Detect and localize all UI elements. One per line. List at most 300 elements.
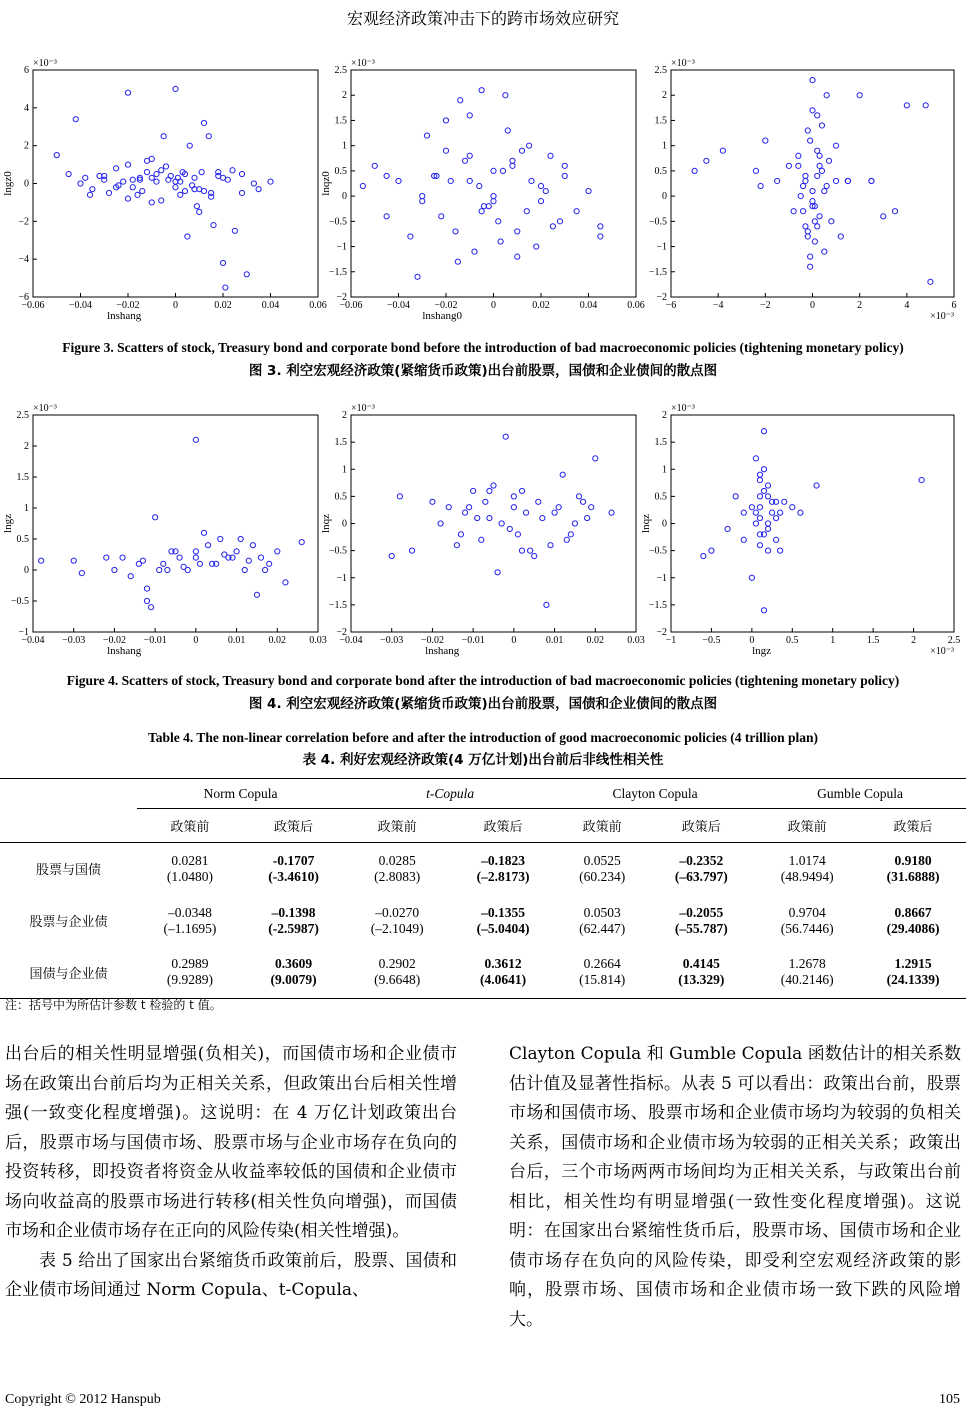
cell-tstat: (40.2146) — [780, 972, 834, 988]
scatter-point — [299, 540, 304, 545]
row-label: 股票与企业债 — [29, 915, 108, 930]
table-cell — [754, 895, 860, 947]
scatter-point — [491, 199, 496, 204]
table-cell — [648, 843, 754, 895]
cell-tstat: (–55.787) — [674, 920, 728, 936]
cell-value: 0.9180 — [894, 852, 932, 868]
scatter-point — [462, 158, 467, 163]
scatter-point — [812, 219, 817, 224]
scatter-point — [140, 558, 145, 563]
scatter-point — [774, 537, 779, 542]
x-scale-label: ×10⁻³ — [930, 311, 954, 322]
scatter-point — [803, 224, 808, 229]
y-tick-label: 1 — [342, 140, 347, 152]
figure3-plot-b — [318, 55, 648, 329]
plot-frame — [351, 70, 636, 297]
scatter-point — [125, 162, 130, 167]
scatter-point — [800, 183, 805, 188]
cell-value: –0.2055 — [679, 904, 724, 920]
scatter-point — [808, 138, 813, 143]
scatter-point — [753, 521, 758, 526]
y-tick-label: −1.5 — [648, 599, 667, 611]
table-cell — [754, 947, 860, 999]
x-tick-label: 0.03 — [309, 635, 327, 646]
y-tick-label: 0.5 — [654, 165, 667, 177]
scatter-point — [242, 567, 247, 572]
scatter-point — [209, 194, 214, 199]
scatter-point — [161, 134, 166, 139]
cell-value: 0.4145 — [682, 956, 720, 972]
table-cell — [860, 843, 966, 895]
x-tick-label: 1 — [830, 635, 836, 646]
x-tick-label: −0.02 — [116, 300, 140, 311]
table-cell — [754, 843, 860, 895]
x-axis-label: lnshang — [107, 645, 142, 657]
scatter-point — [741, 510, 746, 515]
x-tick-label: 0.04 — [261, 300, 280, 311]
x-tick-label: −0.06 — [339, 300, 363, 311]
scatter-point — [572, 521, 577, 526]
x-tick-label: −0.5 — [702, 635, 721, 646]
scatter-point — [479, 537, 484, 542]
table-cell — [137, 843, 243, 895]
x-tick-label: −0.02 — [420, 635, 444, 646]
scatter-point — [919, 478, 924, 483]
y-axis-label: lnqz — [320, 514, 332, 533]
scatter-point — [454, 543, 459, 548]
y-scale-label: ×10⁻³ — [351, 58, 375, 69]
scatter-point — [250, 543, 255, 548]
scatter-point — [833, 143, 838, 148]
scatter-point — [475, 515, 480, 520]
scatter-point — [519, 488, 524, 493]
scatter-point — [538, 199, 543, 204]
scatter-point — [534, 244, 539, 249]
scatter-point — [144, 586, 149, 591]
scatter-point — [598, 234, 603, 239]
scatter-point — [201, 188, 206, 193]
scatter-point — [467, 113, 472, 118]
table-cell — [137, 895, 243, 947]
sub-after: 政策后 — [893, 820, 933, 835]
scatter-point — [757, 543, 762, 548]
scatter-point — [519, 148, 524, 153]
table-cell — [860, 895, 966, 947]
scatter-point — [761, 488, 766, 493]
row-label: 国债与企业债 — [29, 966, 108, 982]
figure3-plot-a — [0, 55, 330, 329]
scatter-point — [384, 173, 389, 178]
scatter-point — [796, 163, 801, 168]
scatter-point — [529, 178, 534, 183]
cell-tstat: (–63.797) — [674, 868, 728, 884]
table-cell — [137, 947, 243, 999]
y-tick-label: 2 — [342, 410, 347, 421]
cell-value: 1.2915 — [894, 956, 932, 972]
body-left-column — [5, 1040, 457, 1306]
scatter-point — [239, 190, 244, 195]
scatter-point — [193, 555, 198, 560]
table-cell — [243, 947, 344, 999]
x-tick-label: 0.01 — [545, 635, 564, 646]
table-cell — [243, 895, 344, 947]
scatter-point — [515, 254, 520, 259]
y-tick-label: 1 — [342, 464, 347, 476]
scatter-point — [544, 602, 549, 607]
scatter-point — [765, 526, 770, 531]
scatter-point — [130, 185, 135, 190]
scatter-point — [39, 558, 44, 563]
scatter-point — [205, 543, 210, 548]
scatter-point — [798, 194, 803, 199]
body-right-column — [509, 1040, 961, 1335]
scatter-point — [515, 229, 520, 234]
scatter-point — [749, 575, 754, 580]
sub-before: 政策前 — [170, 820, 210, 835]
scatter-point — [560, 472, 565, 477]
scatter-point — [223, 285, 228, 290]
scatter-point — [803, 173, 808, 178]
scatter-point — [810, 199, 815, 204]
cell-tstat: (62.447) — [579, 920, 626, 936]
scatter-point — [523, 510, 528, 515]
scatter-point — [704, 158, 709, 163]
cell-value: 1.2678 — [788, 956, 826, 972]
y-tick-label: −1 — [18, 627, 29, 638]
y-scale-label: ×10⁻³ — [33, 403, 57, 414]
x-axis-label: lnshang0 — [422, 310, 463, 322]
figure3-caption-en: Figure 3. Scatters of stock, Treasury bond and corporate bond before the introduction of bad macroeconomic policies (tightening monetary policy) — [62, 340, 904, 355]
scatter-point — [769, 510, 774, 515]
cell-tstat: (–2.8173) — [476, 868, 530, 884]
x-tick-label: −0.02 — [434, 300, 458, 311]
scatter-point — [140, 188, 145, 193]
cell-tstat: (9.0079) — [270, 972, 317, 988]
cell-value: 0.2664 — [583, 956, 621, 972]
scatter-point — [593, 456, 598, 461]
plot-frame — [671, 415, 954, 632]
scatter-point — [443, 148, 448, 153]
scatter-point — [157, 567, 162, 572]
y-tick-label: 2.5 — [16, 410, 29, 421]
scatter-point — [548, 153, 553, 158]
scatter-point — [568, 532, 573, 537]
scatter-point — [246, 558, 251, 563]
scatter-point — [757, 478, 762, 483]
scatter-point — [543, 188, 548, 193]
scatter-point — [267, 561, 272, 566]
scatter-point — [466, 505, 471, 510]
y-tick-label: −1.5 — [648, 266, 667, 278]
cell-tstat: (1.0480) — [166, 868, 213, 884]
scatter-point — [408, 234, 413, 239]
x-tick-label: −0.03 — [62, 635, 86, 646]
scatter-point — [443, 118, 448, 123]
scatter-point — [216, 170, 221, 175]
scatter-point — [733, 494, 738, 499]
table-cell — [556, 843, 648, 895]
y-axis-label: lngz — [2, 514, 14, 533]
scatter-point — [491, 483, 496, 488]
scatter-point — [154, 179, 159, 184]
plot-frame — [671, 70, 954, 297]
scatter-point — [881, 214, 886, 219]
scatter-point — [397, 494, 402, 499]
scatter-point — [574, 209, 579, 214]
scatter-point — [757, 472, 762, 477]
scatter-point — [262, 567, 267, 572]
scatter-point — [786, 163, 791, 168]
scatter-point — [199, 170, 204, 175]
scatter-point — [163, 164, 168, 169]
scatter-point — [173, 185, 178, 190]
scatter-point — [557, 219, 562, 224]
cell-tstat: (13.329) — [678, 972, 725, 988]
x-tick-label: −0.04 — [339, 635, 363, 646]
scatter-point — [275, 549, 280, 554]
cell-tstat: (–1.1695) — [163, 920, 217, 936]
y-tick-label: 0 — [342, 191, 347, 203]
scatter-point — [477, 183, 482, 188]
scatter-point — [741, 537, 746, 542]
table-cell — [450, 947, 556, 999]
x-tick-label: 0.01 — [227, 635, 246, 646]
scatter-point — [496, 219, 501, 224]
scatter-point — [453, 229, 458, 234]
cell-value: 0.0281 — [171, 852, 209, 868]
y-tick-label: −1 — [656, 241, 667, 253]
scatter-point — [536, 499, 541, 504]
scatter-point — [360, 183, 365, 188]
cell-value: 0.2989 — [171, 956, 209, 972]
x-axis-label: lnshang — [107, 310, 142, 322]
scatter-point — [201, 530, 206, 535]
scatter-point — [462, 510, 467, 515]
cell-value: –0.0348 — [168, 904, 212, 920]
scatter-point — [438, 521, 443, 526]
scatter-point — [479, 209, 484, 214]
scatter-point — [757, 515, 762, 520]
table-cell — [344, 947, 450, 999]
scatter-point — [467, 153, 472, 158]
figure3-plot-c — [638, 55, 966, 329]
cell-tstat: (15.814) — [579, 972, 626, 988]
scatter-point — [556, 505, 561, 510]
scatter-point — [817, 153, 822, 158]
scatter-point — [803, 178, 808, 183]
scatter-point — [458, 98, 463, 103]
y-tick-label: −0.5 — [648, 216, 667, 228]
scatter-point — [135, 192, 140, 197]
scatter-point — [709, 548, 714, 553]
y-scale-label: ×10⁻³ — [351, 403, 375, 414]
scatter-point — [458, 532, 463, 537]
scatter-point — [128, 574, 133, 579]
scatter-point — [87, 192, 92, 197]
scatter-point — [372, 163, 377, 168]
scatter-point — [540, 515, 545, 520]
scatter-point — [254, 592, 259, 597]
scatter-point — [749, 505, 754, 510]
scatter-point — [424, 133, 429, 138]
scatter-point — [222, 552, 227, 557]
x-tick-label: 1.5 — [866, 635, 880, 646]
y-tick-label: −0.5 — [648, 545, 667, 557]
scatter-point — [775, 178, 780, 183]
y-tick-label: 1.5 — [334, 437, 347, 449]
x-tick-label: −0.04 — [386, 300, 411, 311]
scatter-point — [765, 483, 770, 488]
scatter-point — [576, 494, 581, 499]
scatter-point — [505, 128, 510, 133]
table-cell — [648, 947, 754, 999]
scatter-point — [765, 494, 770, 499]
x-tick-label: 0.02 — [268, 635, 287, 646]
y-tick-label: 2 — [24, 140, 29, 152]
table-cell — [243, 843, 344, 895]
table-cell — [344, 895, 450, 947]
page-number: 105 — [939, 1392, 960, 1407]
scatter-point — [268, 179, 273, 184]
scatter-point — [753, 456, 758, 461]
x-tick-label: 0 — [810, 300, 815, 311]
table-cell — [648, 895, 754, 947]
scatter-point — [838, 234, 843, 239]
cell-value: 0.0525 — [583, 852, 621, 868]
scatter-point — [774, 515, 779, 520]
y-tick-label: 1 — [24, 503, 29, 514]
scatter-point — [161, 561, 166, 566]
scatter-point — [483, 499, 488, 504]
scatter-point — [148, 605, 153, 610]
scatter-point — [761, 608, 766, 613]
table4 — [0, 778, 966, 999]
scatter-point — [500, 168, 505, 173]
x-tick-label: 4 — [904, 300, 910, 311]
x-tick-label: −0.03 — [380, 635, 404, 646]
footer-copyright: Copyright © 2012 Hanspub — [5, 1392, 161, 1407]
scatter-point — [389, 553, 394, 558]
scatter-point — [487, 488, 492, 493]
y-tick-label: 0 — [24, 565, 29, 576]
x-tick-label: −0.02 — [102, 635, 126, 646]
x-tick-label: 0.03 — [627, 635, 645, 646]
scatter-point — [763, 138, 768, 143]
scatter-point — [193, 437, 198, 442]
scatter-point — [194, 204, 199, 209]
scatter-point — [90, 187, 95, 192]
sub-after: 政策后 — [681, 820, 721, 835]
scatter-point — [472, 249, 477, 254]
x-tick-label: 0.06 — [309, 300, 327, 311]
scatter-point — [753, 168, 758, 173]
scatter-point — [154, 171, 159, 176]
scatter-point — [810, 188, 815, 193]
scatter-point — [487, 515, 492, 520]
scatter-point — [193, 549, 198, 554]
x-tick-label: 0 — [193, 635, 199, 646]
scatter-point — [808, 254, 813, 259]
scatter-point — [586, 188, 591, 193]
y-tick-label: −2 — [336, 627, 347, 638]
y-tick-label: 2.5 — [654, 65, 667, 76]
scatter-point — [230, 168, 235, 173]
scatter-point — [159, 168, 164, 173]
x-tick-label: 0.06 — [627, 300, 645, 311]
x-tick-label: −2 — [760, 300, 771, 311]
scatter-point — [396, 178, 401, 183]
y-axis-label: lnqz — [640, 514, 652, 533]
scatter-point — [589, 505, 594, 510]
y-tick-label: 1.5 — [16, 472, 29, 483]
scatter-point — [239, 171, 244, 176]
cell-value: 0.9704 — [788, 904, 826, 920]
scatter-point — [79, 571, 84, 576]
x-tick-label: −0.06 — [21, 300, 45, 311]
scatter-point — [178, 192, 183, 197]
table4-caption-cn: 表 4. 利好宏观经济政策(4 万亿计划)出台前后非线性相关性 — [302, 752, 664, 768]
cell-tstat: (2.8083) — [374, 868, 421, 884]
x-tick-label: −0.01 — [461, 635, 485, 646]
scatter-point — [173, 86, 178, 91]
scatter-point — [439, 214, 444, 219]
scatter-point — [833, 178, 838, 183]
x-tick-label: 0.02 — [586, 635, 605, 646]
scatter-point — [757, 494, 762, 499]
scatter-point — [819, 123, 824, 128]
x-tick-label: 0 — [511, 635, 517, 646]
scatter-point — [187, 143, 192, 148]
cell-value: 0.0285 — [378, 852, 416, 868]
plot-frame — [33, 70, 318, 297]
y-tick-label: 1.5 — [654, 437, 667, 449]
scatter-point — [258, 555, 263, 560]
x-tick-label: −4 — [712, 300, 724, 311]
figure4-plot-c — [638, 400, 966, 664]
cell-value: 0.8667 — [894, 904, 932, 920]
scatter-point — [503, 93, 508, 98]
scatter-point — [778, 510, 783, 515]
y-tick-label: 0 — [662, 518, 667, 530]
y-tick-label: −2 — [656, 292, 667, 303]
y-tick-label: 6 — [24, 65, 29, 76]
scatter-point — [562, 163, 567, 168]
cell-value: –0.1398 — [271, 904, 316, 920]
sub-after: 政策后 — [274, 820, 314, 835]
scatter-point — [562, 173, 567, 178]
y-axis-label: lngz0 — [2, 171, 14, 196]
cell-value: –0.0270 — [375, 904, 420, 920]
scatter-point — [503, 434, 508, 439]
x-tick-label: 6 — [951, 300, 957, 311]
x-tick-label: −1 — [665, 635, 677, 646]
group-t: t-Copula — [344, 779, 556, 809]
scatter-point — [420, 199, 425, 204]
y-axis-label: lnqz0 — [320, 171, 332, 196]
scatter-point — [182, 188, 187, 193]
scatter-point — [810, 108, 815, 113]
y-tick-label: −1 — [336, 241, 347, 253]
figure4-plot-a — [0, 400, 330, 664]
scatter-point — [519, 548, 524, 553]
scatter-point — [720, 148, 725, 153]
scatter-point — [510, 158, 515, 163]
scatter-point — [495, 570, 500, 575]
scatter-point — [455, 259, 460, 264]
scatter-point — [524, 209, 529, 214]
scatter-point — [814, 483, 819, 488]
scatter-point — [692, 168, 697, 173]
